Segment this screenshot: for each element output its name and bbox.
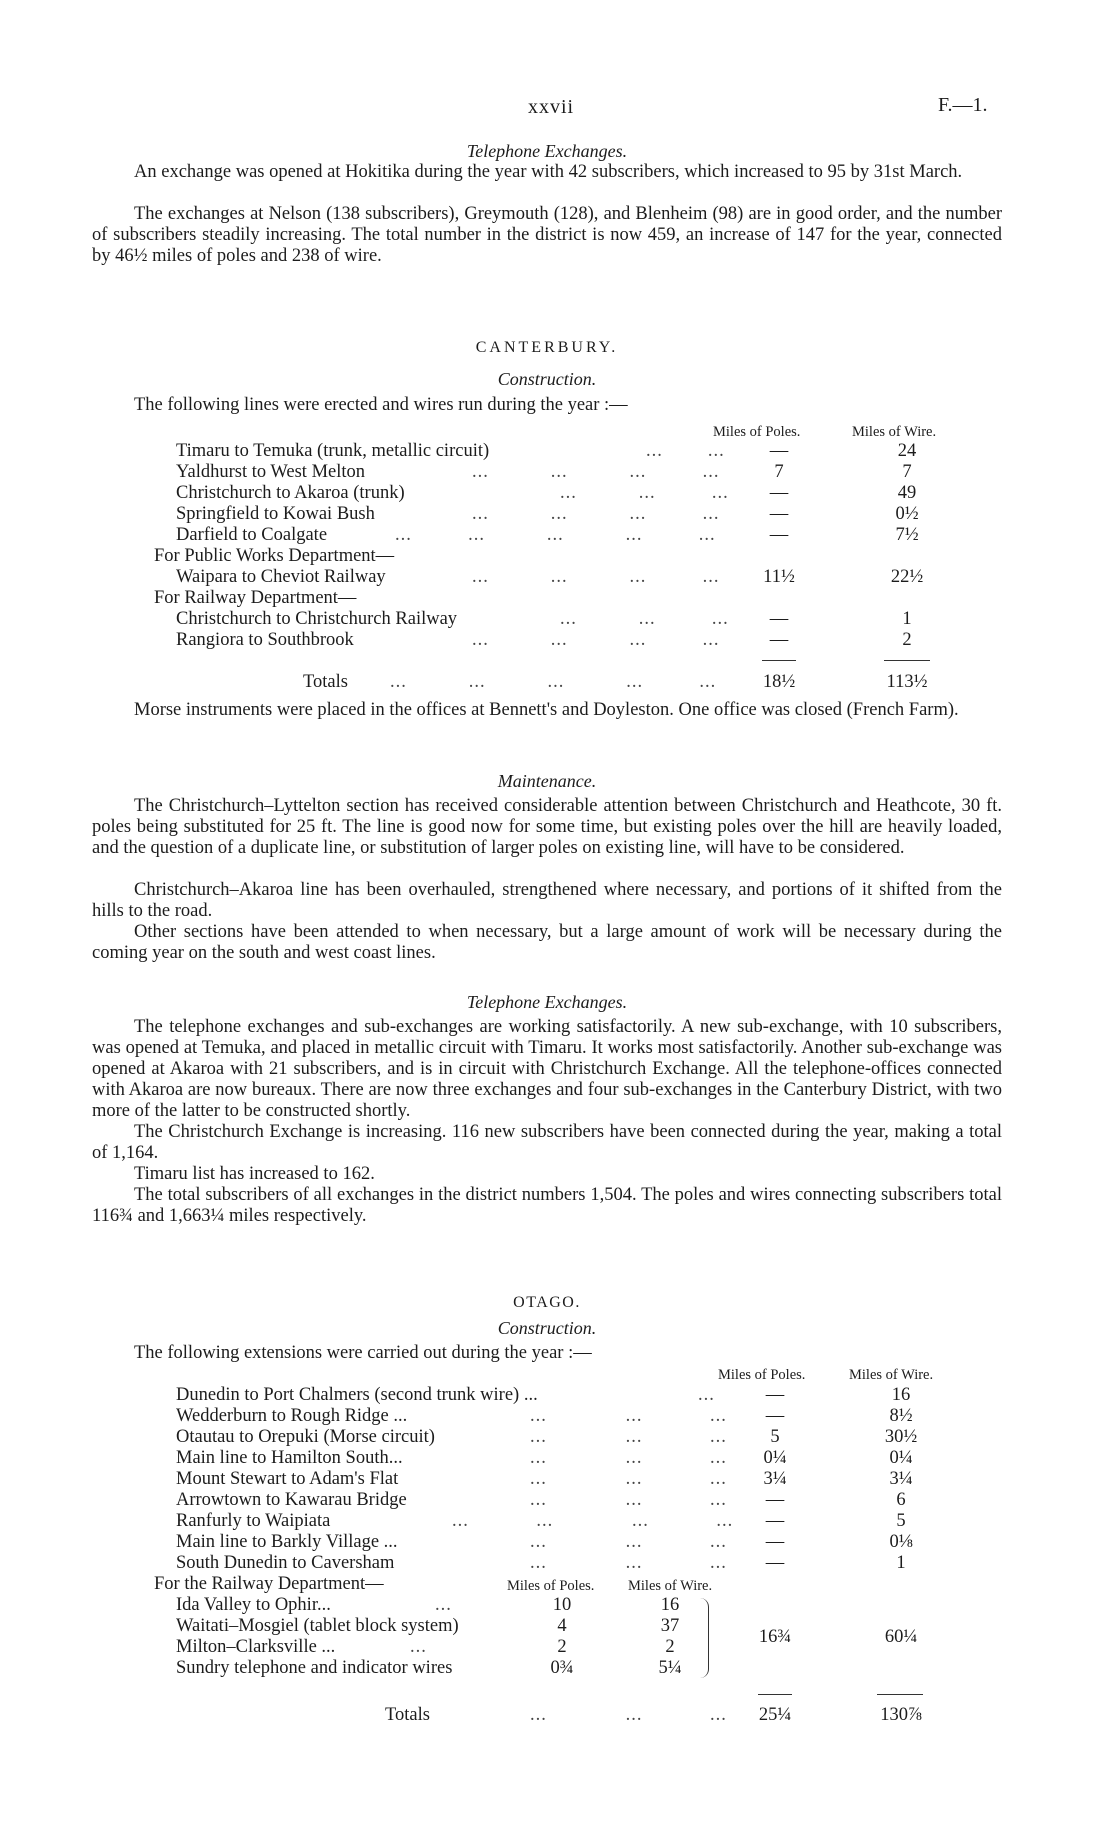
table-row-label: Christchurch to Akaroa (trunk) [176,483,405,503]
otago-intro: The following extensions were carried out during the year :— [134,1343,592,1363]
railway-total-poles: 16¾ [758,1627,792,1647]
table-row-label: South Dunedin to Caversham [176,1553,395,1573]
railway-total-wire: 60¼ [884,1627,918,1647]
railway-cell-wire: 5¼ [658,1658,682,1678]
district-title-canterbury: CANTERBURY. [475,339,619,356]
railway-col-poles: Miles of Poles. [507,1578,595,1594]
leader-dots: ... ... ... ... [472,630,720,650]
table-cell-poles: — [769,630,789,650]
table-cell-wire: 1 [902,609,912,629]
table-cell-poles: — [765,1553,785,1573]
table-cell-poles: 5 [770,1427,780,1447]
leader-dots: ... ... ... [530,1427,727,1447]
leader-dots: ... [698,1385,715,1405]
table-group-label: For the Railway Department— [154,1574,384,1594]
table-row-label: Timaru to Temuka (trunk, metallic circuit) [176,441,490,461]
canterbury-construction-heading: Construction. [497,369,597,389]
table-cell-poles: 0¼ [763,1448,787,1468]
otago-construction-heading: Construction. [497,1318,597,1338]
table-group-label: For Public Works Department— [154,546,395,566]
table-cell-poles: — [769,504,789,524]
totals-rule-wire [884,660,930,661]
table-cell-wire: 16 [891,1385,911,1405]
canterbury-intro: The following lines were erected and wires run during the year :— [134,395,628,415]
table-row-label: Main line to Hamilton South... [176,1448,403,1468]
paragraph-morse-instruments: Morse instruments were placed in the offices at Bennett's and Doyleston. One office was closed (French Farm). [134,700,959,720]
otago-col-poles: Miles of Poles. [718,1367,806,1383]
canterbury-exchanges-heading: Telephone Exchanges. [466,992,628,1012]
table-cell-wire: 3¼ [889,1469,913,1489]
table-cell-wire: 22½ [890,567,924,587]
table-cell-poles: — [769,525,789,545]
table-cell-poles: 11½ [763,567,795,587]
table-cell-poles: — [765,1532,785,1552]
paragraph-christchurch-exchange: The Christchurch Exchange is increasing. 116 new subscribers have been connected during the year, making a total of 1,164. [92,1122,1002,1163]
totals-rule-poles [758,1694,792,1695]
table-row-label: Rangiora to Southbrook [176,630,354,650]
table-row-label: Waipara to Cheviot Railway [176,567,386,587]
section-heading-telephone-exchanges-1: Telephone Exchanges. [466,141,628,161]
table-cell-poles: 7 [774,462,784,482]
railway-cell-poles: 0¾ [550,1658,574,1678]
table-group-label: For Railway Department— [154,588,357,608]
leader-dots: ... ... ... [530,1553,727,1573]
table-cell-wire: 7½ [895,525,919,545]
paragraph-hokitika: An exchange was opened at Hokitika during the year with 42 subscribers, which increased to 95 by 31st March. [134,162,963,182]
totals-wire: 130⅞ [880,1705,922,1725]
canterbury-col-poles: Miles of Poles. [713,424,801,440]
totals-wire: 113½ [886,672,928,692]
table-cell-poles: — [765,1406,785,1426]
leader-dots: ... ... ... ... [472,462,720,482]
table-row-label: Ranfurly to Waipiata [176,1511,331,1531]
table-row-label: Milton–Clarksville ... [176,1637,336,1657]
railway-cell-poles: 10 [552,1595,572,1615]
leader-dots: ... ... ... [560,609,729,629]
paragraph-sub-exchanges: The telephone exchanges and sub-exchanges are working satisfactorily. A new sub-exchange, with 10 subscribers, was opened at Temuka, and placed in metallic circuit with Timaru. It works most satisfactorily. Another sub-exchange was opened at Akaroa with 21 subscribers, and is in circuit with Christchurch Exchange. All the telephone-offices connected with Akaroa are now bureaux. There are now three exchanges and four sub-exchanges in the Canterbury District, with two more of the latter to be constructed shortly. [92,1017,1002,1121]
leader-dots: ... ... ... ... [452,1511,734,1531]
leader-dots: ... ... [646,441,725,461]
canterbury-maintenance-heading: Maintenance. [497,771,597,791]
table-cell-wire: 7 [902,462,912,482]
table-cell-wire: 2 [902,630,912,650]
otago-col-wire: Miles of Wire. [849,1367,934,1383]
table-cell-wire: 0¼ [889,1448,913,1468]
table-cell-poles: — [765,1511,785,1531]
totals-rule-wire [877,1694,923,1695]
table-cell-poles: — [769,441,789,461]
totals-poles: 18½ [762,672,796,692]
table-cell-wire: 49 [897,483,917,503]
table-cell-wire: 24 [897,441,917,461]
table-cell-wire: 8½ [889,1406,913,1426]
table-cell-poles: — [765,1490,785,1510]
table-row-label: Wedderburn to Rough Ridge ... [176,1406,408,1426]
paragraph-other-sections: Other sections have been attended to when necessary, but a large amount of work will be necessary during the coming year on the south and west coast lines. [92,922,1002,963]
table-row-label: Ida Valley to Ophir... [176,1595,331,1615]
table-row-label: Springfield to Kowai Bush [176,504,375,524]
leader-dots: ... ... ... ... [472,567,720,587]
paragraph-lyttelton-section: The Christchurch–Lyttelton section has received considerable attention between Christchurch and Heathcote, 30 ft. poles being substituted for 25 ft. The line is good now for some time, but existing poles over the hill are heavily loaded, and the question of a duplicate line, or substitution of larger poles on existing line, will have to be considered. [92,796,1002,858]
leader-dots: ... [435,1595,452,1615]
table-cell-poles: — [769,483,789,503]
table-row-label: Yaldhurst to West Melton [176,462,366,482]
table-cell-poles: 3¼ [763,1469,787,1489]
leader-dots: ... ... ... [560,483,729,503]
table-cell-wire: 6 [896,1490,906,1510]
railway-cell-poles: 4 [557,1616,567,1636]
document-reference: F.—1. [938,94,988,116]
totals-poles: 25¼ [758,1705,792,1725]
paragraph-nelson-greymouth-blenheim: The exchanges at Nelson (138 subscribers), Greymouth (128), and Blenheim (98) are in good order, and the number of subscribers steadily increasing. The total number in the district is now 459, an increase of 147 for the year, connected by 46½ miles of poles and 238 of wire. [92,204,1002,266]
totals-rule-poles [762,660,796,661]
leader-dots: ... ... ... [530,1448,727,1468]
leader-dots: ... ... ... [530,1406,727,1426]
railway-col-wire: Miles of Wire. [628,1578,713,1594]
page-number: xxvii [528,96,575,118]
table-cell-wire: 30½ [884,1427,918,1447]
table-row-label: Christchurch to Christchurch Railway [176,609,458,629]
totals-label: Totals [303,672,348,692]
table-cell-poles: — [769,609,789,629]
paragraph-akaroa-line: Christchurch–Akaroa line has been overhauled, strengthened where necessary, and portions of it shifted from the hills to the road. [92,880,1002,921]
table-row-label: Arrowtown to Kawarau Bridge [176,1490,407,1510]
leader-dots: ... ... ... ... ... [390,672,717,692]
railway-cell-wire: 16 [660,1595,680,1615]
table-cell-poles: — [765,1385,785,1405]
paragraph-timaru-list: Timaru list has increased to 162. [134,1164,375,1184]
leader-dots: ... ... ... ... ... [395,525,716,545]
table-row-label: Darfield to Coalgate [176,525,328,545]
paragraph-total-subscribers: The total subscribers of all exchanges in the district numbers 1,504. The poles and wires connecting subscribers total 116¾ and 1,663¼ miles respectively. [92,1185,1002,1226]
railway-cell-wire: 2 [665,1637,675,1657]
table-cell-wire: 0⅛ [889,1532,913,1552]
railway-cell-wire: 37 [660,1616,680,1636]
table-row-label: Otautau to Orepuki (Morse circuit) [176,1427,435,1447]
leader-dots: ... ... ... [530,1705,727,1725]
table-row-label: Waitati–Mosgiel (tablet block system) [176,1616,459,1636]
leader-dots: ... ... ... [530,1532,727,1552]
leader-dots: ... ... ... [530,1490,727,1510]
table-row-label: Sundry telephone and indicator wires [176,1658,453,1678]
leader-dots: ... ... ... ... [472,504,720,524]
table-cell-wire: 0½ [895,504,919,524]
district-title-otago: OTAGO. [513,1294,581,1311]
table-cell-wire: 5 [896,1511,906,1531]
leader-dots: ... [410,1637,427,1657]
totals-label: Totals [385,1705,430,1725]
table-row-label: Main line to Barkly Village ... [176,1532,398,1552]
table-cell-wire: 1 [896,1553,906,1573]
table-row-label: Mount Stewart to Adam's Flat [176,1469,399,1489]
leader-dots: ... ... ... [530,1469,727,1489]
table-row-label: Dunedin to Port Chalmers (second trunk wire) ... [176,1385,538,1405]
railway-cell-poles: 2 [557,1637,567,1657]
railway-brace [700,1598,709,1678]
canterbury-col-wire: Miles of Wire. [852,424,937,440]
